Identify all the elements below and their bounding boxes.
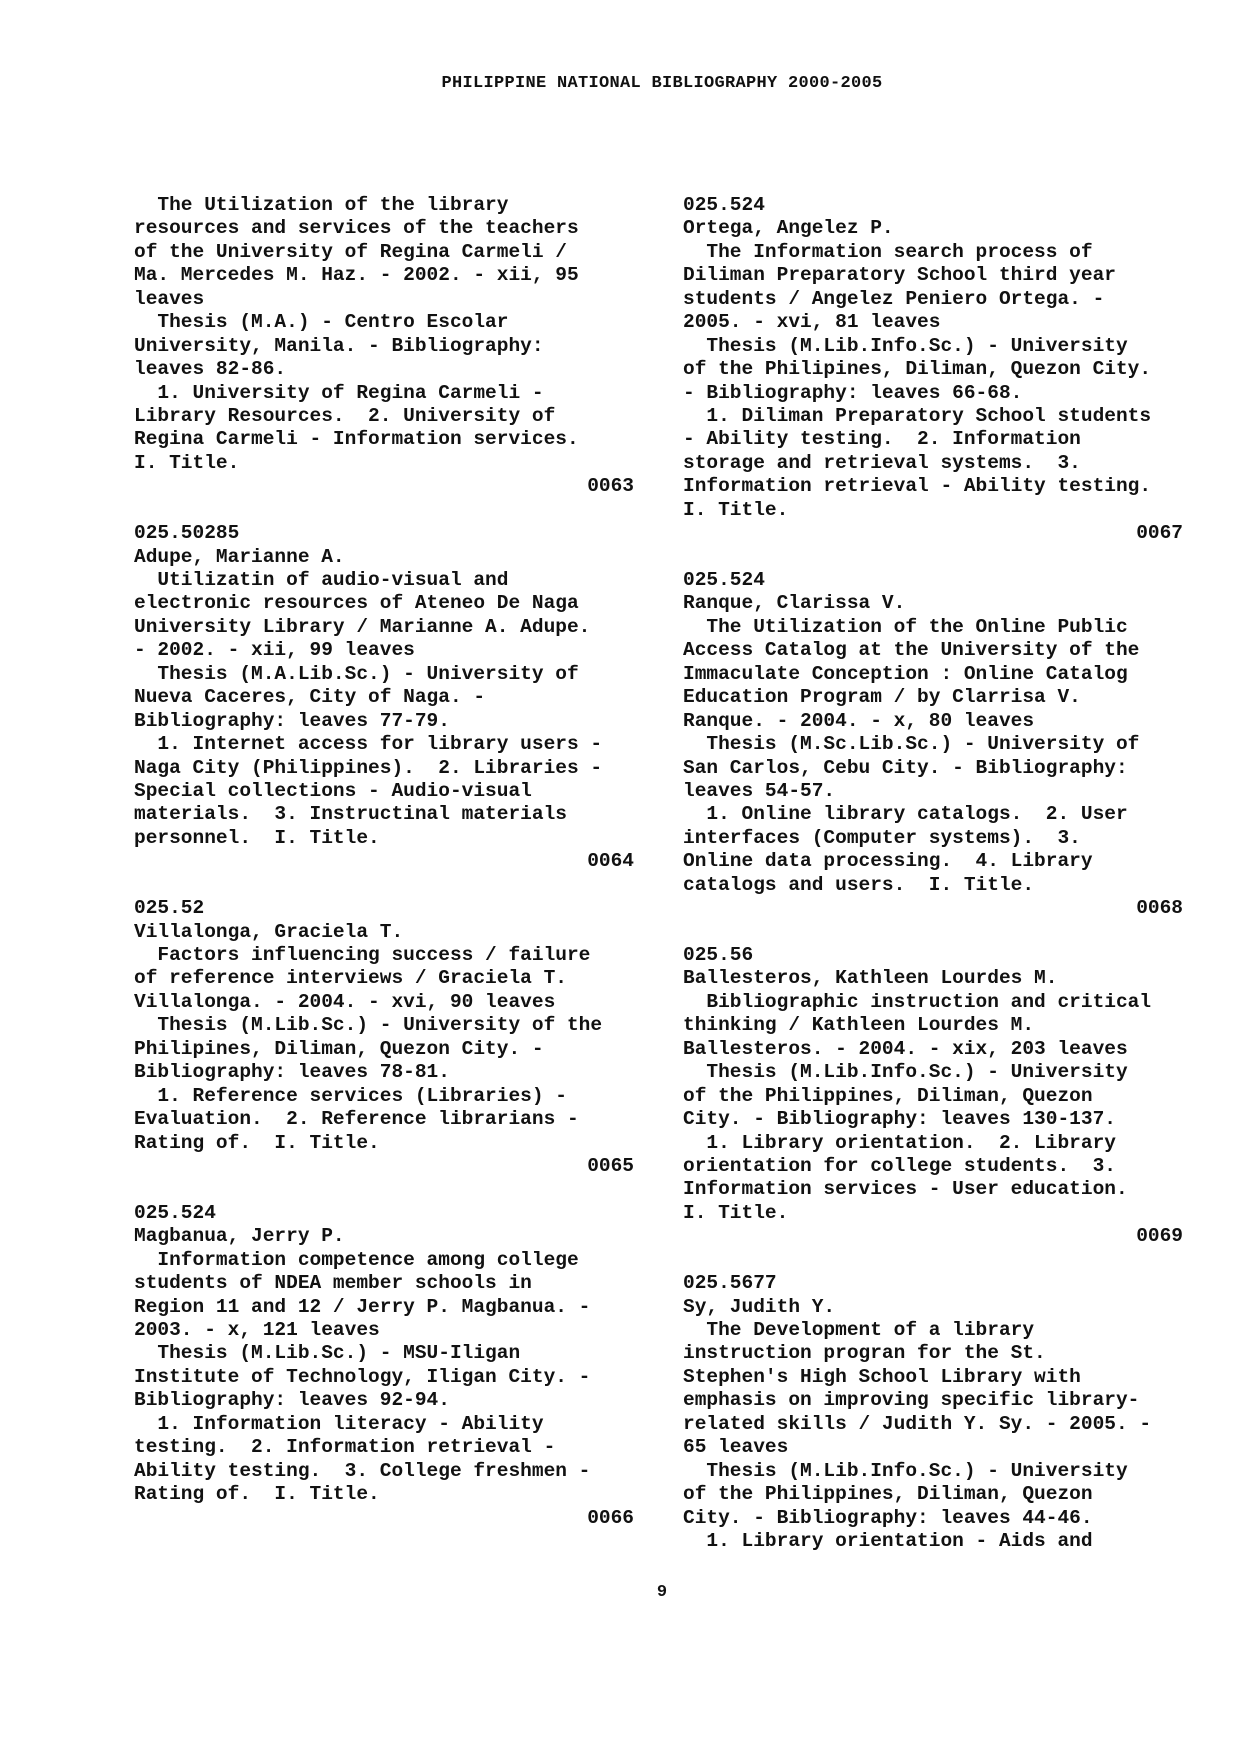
- entry-line: 1. University of Regina Carmeli -: [134, 381, 544, 404]
- bibliography-entry: [134, 1202, 634, 1530]
- entry-line: students / Angelez Peniero Ortega. -: [683, 287, 1105, 310]
- bibliography-entry: [134, 522, 634, 874]
- entry-line: Villalonga. - 2004. - xvi, 90 leaves: [134, 990, 556, 1013]
- entry-line: Ranque, Clarissa V.: [683, 592, 906, 615]
- entry-line: of the Philipines, Diliman, Quezon City.: [683, 358, 1152, 381]
- entry-line: The Development of a library: [683, 1319, 1035, 1341]
- entry-number: 0067: [1136, 522, 1183, 545]
- entry-line: The Utilization of the library: [134, 194, 509, 216]
- entry-line: Thesis (M.Lib.Info.Sc.) - University: [683, 1459, 1128, 1482]
- entry-line: personnel. I. Title.: [134, 826, 380, 849]
- entry-line: 2005. - xvi, 81 leaves: [683, 311, 941, 334]
- entry-line: Institute of Technology, Iligan City. -: [134, 1365, 591, 1388]
- entry-line: 1. Online library catalogs. 2. User: [683, 803, 1128, 826]
- entry-line: The Utilization of the Online Public: [683, 615, 1128, 638]
- entry-number: 0064: [587, 850, 634, 873]
- entry-line: 1. Library orientation - Aids and: [683, 1529, 1093, 1552]
- entry-line: Information competence among college: [134, 1248, 579, 1271]
- entry-line: Thesis (M.Sc.Lib.Sc.) - University of: [683, 733, 1140, 756]
- entry-line: Information services - User education.: [683, 1178, 1128, 1201]
- bibliography-entry: [134, 194, 634, 499]
- entry-line: Education Program / by Clarrisa V.: [683, 686, 1081, 709]
- entry-line: leaves 54-57.: [683, 779, 836, 802]
- entry-line: San Carlos, Cebu City. - Bibliography:: [683, 756, 1128, 779]
- entry-line: University, Manila. - Bibliography:: [134, 334, 544, 357]
- entry-line: of reference interviews / Graciela T.: [134, 967, 567, 990]
- entry-line: I. Title.: [683, 1201, 789, 1224]
- entry-line: The Information search process of: [683, 240, 1093, 263]
- entry-line: Naga City (Philippines). 2. Libraries -: [134, 756, 603, 779]
- entry-line: Region 11 and 12 / Jerry P. Magbanua. -: [134, 1295, 591, 1318]
- bibliography-entry: [683, 944, 1183, 1249]
- entry-line: of the Philippines, Diliman, Quezon: [683, 1483, 1093, 1506]
- entry-line: Villalonga, Graciela T.: [134, 920, 404, 943]
- entry-line: Rating of. I. Title.: [134, 1483, 380, 1506]
- entry-line: - 2002. - xii, 99 leaves: [134, 639, 415, 662]
- entry-line: resources and services of the teachers: [134, 217, 579, 240]
- entry-spacer: [683, 1249, 1183, 1272]
- entry-number: 0066: [587, 1506, 634, 1529]
- entry-number: 0065: [587, 1154, 634, 1177]
- entry-line: leaves 82-86.: [134, 358, 287, 381]
- entry-line: leaves: [134, 287, 205, 310]
- entry-line: thinking / Kathleen Lourdes M.: [683, 1014, 1035, 1037]
- entry-line: Ma. Mercedes M. Haz. - 2002. - xii, 95: [134, 264, 579, 287]
- entry-line: related skills / Judith Y. Sy. - 2005. -: [683, 1412, 1152, 1435]
- entry-line: students of NDEA member schools in: [134, 1272, 532, 1295]
- entry-line: Thesis (M.A.) - Centro Escolar: [134, 311, 509, 334]
- entry-line: Ballesteros. - 2004. - xix, 203 leaves: [683, 1037, 1128, 1060]
- entry-line: materials. 3. Instructinal materials: [134, 803, 567, 826]
- entry-line: Thesis (M.Lib.Sc.) - MSU-Iligan: [134, 1342, 521, 1365]
- entry-line: Immaculate Conception : Online Catalog: [683, 662, 1128, 685]
- entry-line: 025.524: [134, 1201, 216, 1224]
- running-header: PHILIPPINE NATIONAL BIBLIOGRAPHY 2000-2005: [441, 74, 883, 93]
- bibliography-entry: [683, 569, 1183, 921]
- entry-line: testing. 2. Information retrieval -: [134, 1436, 556, 1459]
- entry-line: Evaluation. 2. Reference librarians -: [134, 1108, 579, 1131]
- entry-line: 1. Information literacy - Ability: [134, 1412, 544, 1435]
- entry-number: 0068: [1136, 897, 1183, 920]
- entry-line: - Ability testing. 2. Information: [683, 428, 1081, 451]
- entry-line: University Library / Marianne A. Adupe.: [134, 615, 591, 638]
- entry-line: Access Catalog at the University of the: [683, 639, 1140, 662]
- entry-line: 025.52: [134, 897, 205, 920]
- entry-line: Utilizatin of audio-visual and: [134, 569, 509, 591]
- entry-line: Information retrieval - Ability testing.: [683, 475, 1152, 498]
- entry-spacer: [683, 921, 1183, 944]
- entry-line: Sy, Judith Y.: [683, 1295, 836, 1318]
- entry-spacer: [134, 1178, 634, 1201]
- entry-line: Special collections - Audio-visual: [134, 779, 532, 802]
- entry-line: Diliman Preparatory School third year: [683, 264, 1116, 287]
- entry-line: Stephen's High School Library with: [683, 1365, 1081, 1388]
- entry-line: Factors influencing success / failure: [134, 944, 591, 966]
- entry-line: 1. Diliman Preparatory School students: [683, 404, 1152, 427]
- entry-line: Thesis (M.Lib.Info.Sc.) - University: [683, 1061, 1128, 1084]
- entry-line: Ability testing. 3. College freshmen -: [134, 1459, 591, 1482]
- entry-number: 0069: [1136, 1225, 1183, 1248]
- entry-line: 1. Library orientation. 2. Library: [683, 1131, 1116, 1154]
- entry-number: 0063: [587, 475, 634, 498]
- entry-line: Rating of. I. Title.: [134, 1131, 380, 1154]
- entry-line: 1. Reference services (Libraries) -: [134, 1084, 567, 1107]
- entry-line: Bibliographic instruction and critical: [683, 990, 1152, 1013]
- entry-line: emphasis on improving specific library-: [683, 1389, 1140, 1412]
- entry-line: 65 leaves: [683, 1436, 789, 1459]
- entry-line: catalogs and users. I. Title.: [683, 873, 1035, 896]
- entry-line: Ballesteros, Kathleen Lourdes M.: [683, 967, 1058, 990]
- entry-line: of the Philippines, Diliman, Quezon: [683, 1084, 1093, 1107]
- right-column: [683, 194, 1183, 1553]
- bibliography-entry: [683, 1272, 1183, 1553]
- entry-line: City. - Bibliography: leaves 44-46.: [683, 1506, 1093, 1529]
- entry-line: 025.524: [683, 569, 765, 591]
- entry-line: Regina Carmeli - Information services.: [134, 428, 579, 451]
- entry-line: instruction progran for the St.: [683, 1342, 1046, 1365]
- entry-line: Thesis (M.A.Lib.Sc.) - University of: [134, 662, 579, 685]
- entry-line: interfaces (Computer systems). 3.: [683, 826, 1081, 849]
- entry-line: Thesis (M.Lib.Info.Sc.) - University: [683, 334, 1128, 357]
- entry-spacer: [683, 546, 1183, 569]
- entry-line: 025.50285: [134, 522, 240, 545]
- entry-line: Bibliography: leaves 78-81.: [134, 1061, 450, 1084]
- entry-line: of the University of Regina Carmeli /: [134, 240, 567, 263]
- entry-line: Online data processing. 4. Library: [683, 850, 1093, 873]
- page-number: 9: [656, 1583, 668, 1602]
- entry-line: orientation for college students. 3.: [683, 1154, 1116, 1177]
- entry-line: I. Title.: [134, 451, 240, 474]
- entry-line: storage and retrieval systems. 3.: [683, 451, 1081, 474]
- entry-line: Nueva Caceres, City of Naga. -: [134, 686, 486, 709]
- entry-line: 2003. - x, 121 leaves: [134, 1319, 380, 1341]
- entry-line: - Bibliography: leaves 66-68.: [683, 381, 1023, 404]
- entry-line: Philipines, Diliman, Quezon City. -: [134, 1037, 544, 1060]
- entry-line: Bibliography: leaves 77-79.: [134, 709, 450, 732]
- entry-line: Bibliography: leaves 92-94.: [134, 1389, 450, 1412]
- bibliography-entry: [683, 194, 1183, 546]
- entry-line: Library Resources. 2. University of: [134, 404, 556, 427]
- entry-line: Ortega, Angelez P.: [683, 217, 894, 240]
- left-column: [134, 194, 634, 1530]
- entry-line: Ranque. - 2004. - x, 80 leaves: [683, 709, 1035, 732]
- entry-line: 025.56: [683, 944, 754, 966]
- entry-line: 025.524: [683, 194, 765, 216]
- entry-line: Magbanua, Jerry P.: [134, 1225, 345, 1248]
- entry-spacer: [134, 499, 634, 522]
- entry-line: City. - Bibliography: leaves 130-137.: [683, 1108, 1116, 1131]
- entry-line: 1. Internet access for library users -: [134, 733, 603, 756]
- entry-line: electronic resources of Ateneo De Naga: [134, 592, 579, 615]
- entry-line: Thesis (M.Lib.Sc.) - University of the: [134, 1014, 603, 1037]
- entry-line: 025.5677: [683, 1272, 777, 1295]
- bibliography-entry: [134, 897, 634, 1178]
- entry-line: Adupe, Marianne A.: [134, 545, 345, 568]
- entry-spacer: [134, 874, 634, 897]
- entry-line: I. Title.: [683, 498, 789, 521]
